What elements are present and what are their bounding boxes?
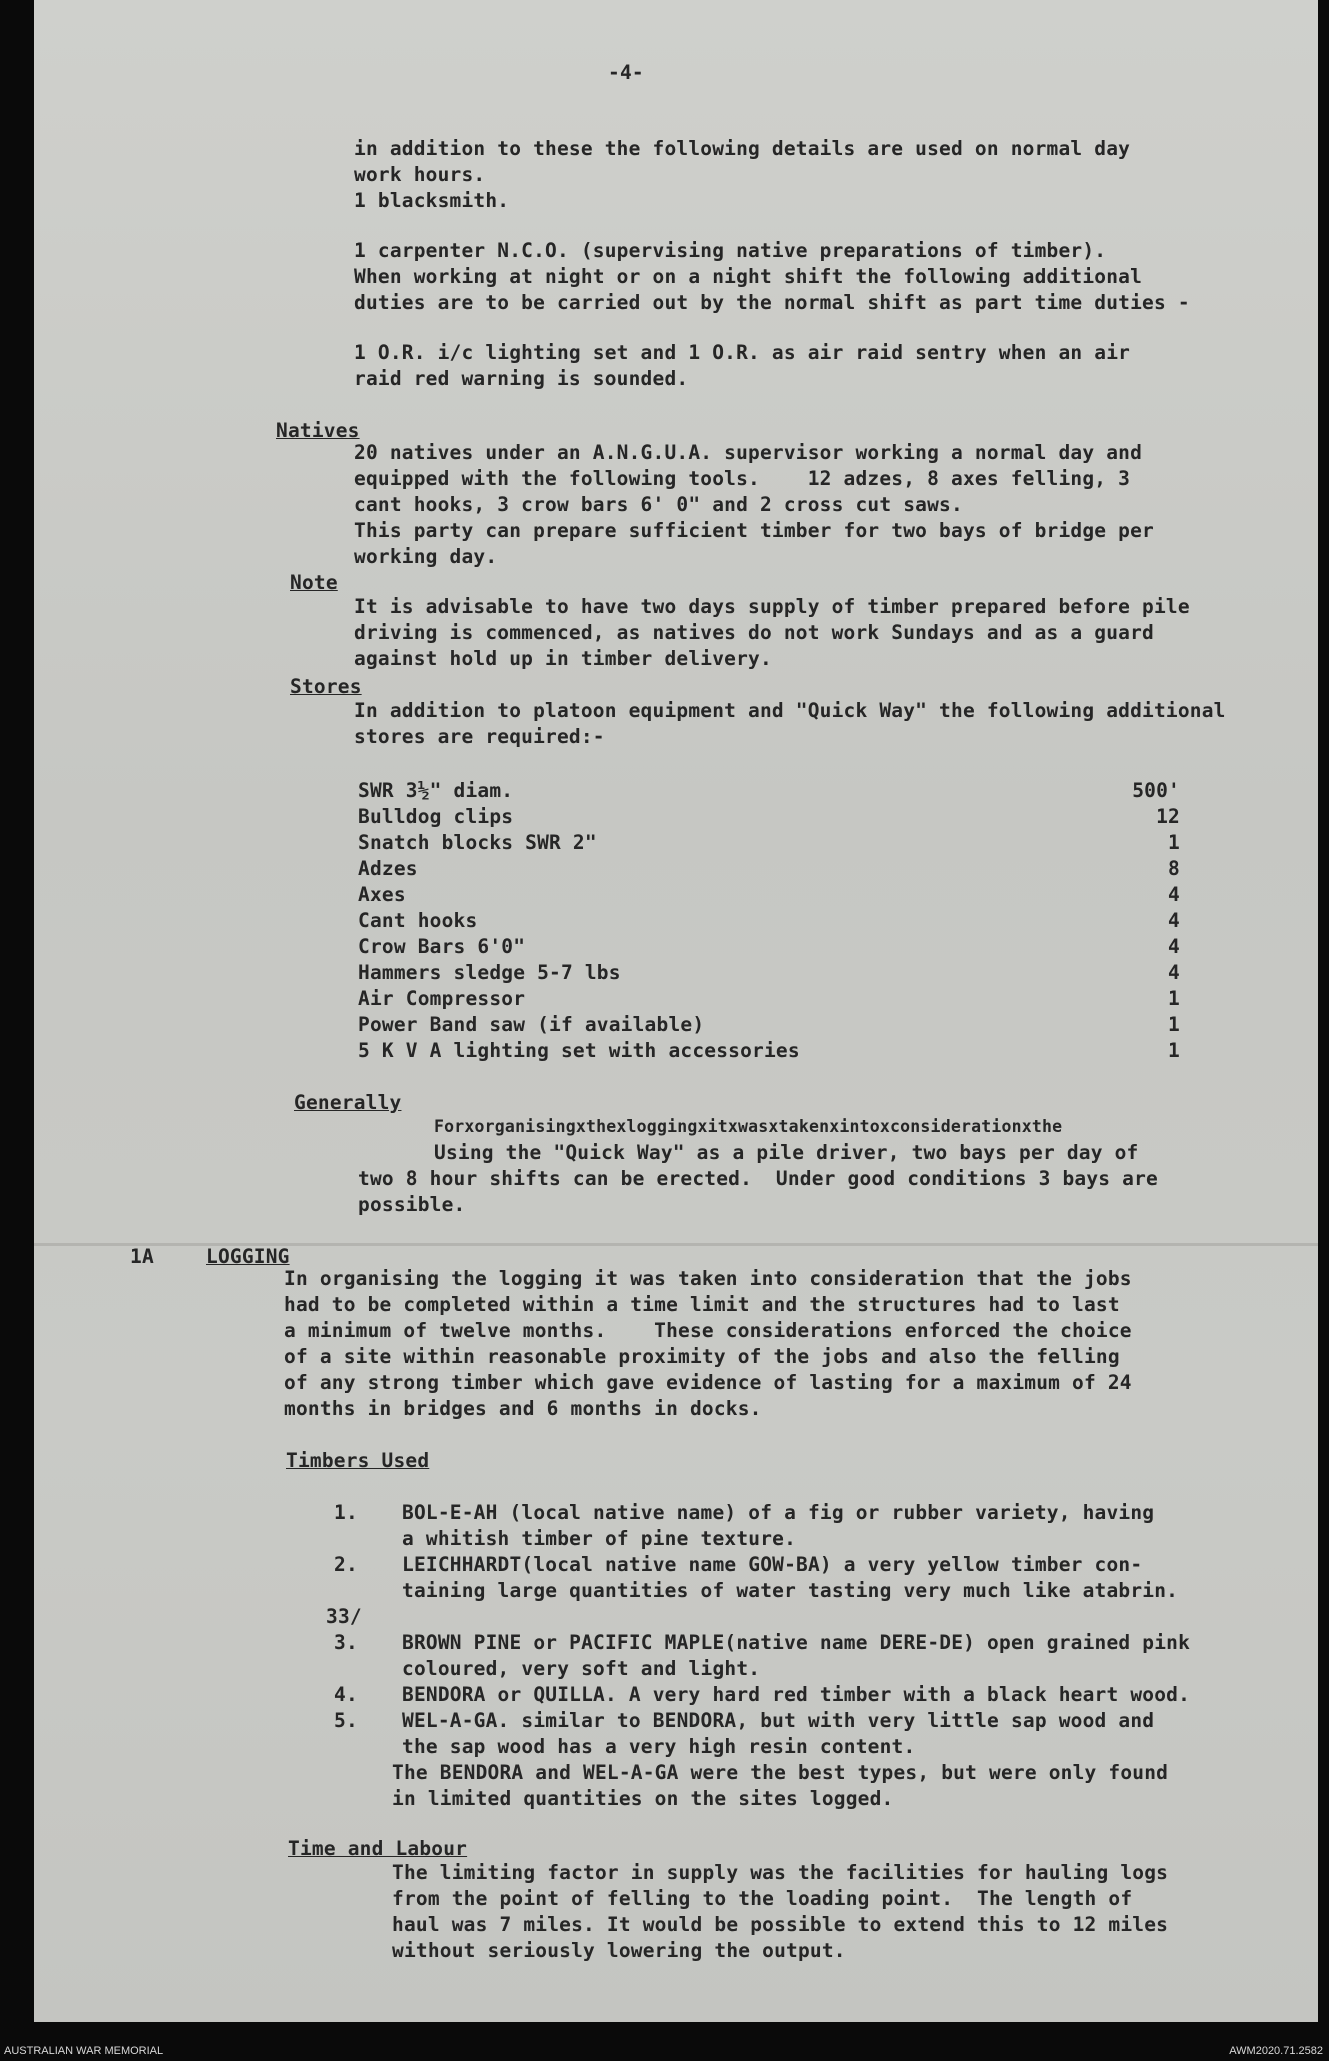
- intro-line: duties are to be carried out by the normal shift as part time duties -: [354, 291, 1190, 314]
- section-number: 1A: [130, 1245, 154, 1268]
- timber-line: BENDORA or QUILLA. A very hard red timber with a black heart wood.: [402, 1683, 1191, 1706]
- store-item-name: Bulldog clips: [358, 805, 514, 828]
- natives-line: This party can prepare sufficient timber for two bays of bridge per: [354, 519, 1154, 542]
- timber-line: LEICHHARDT(local native name GOW-BA) a very yellow timber con-: [402, 1553, 1143, 1576]
- archive-footer-left: AUSTRALIAN WAR MEMORIAL: [4, 2045, 164, 2057]
- intro-line: work hours.: [354, 163, 486, 186]
- logging-heading: LOGGING: [206, 1245, 290, 1268]
- timber-line: the sap wood has a very high resin content.: [402, 1735, 916, 1758]
- intro-line: in addition to these the following details are used on normal day: [354, 137, 1131, 160]
- logging-line: had to be completed within a time limit and the structures had to last: [284, 1293, 1120, 1316]
- timbers-heading: Timbers Used: [286, 1449, 430, 1472]
- store-item-qty: 1: [1168, 1039, 1180, 1062]
- note-line: against hold up in timber delivery.: [354, 647, 772, 670]
- timber-number: 3.: [334, 1631, 358, 1654]
- natives-line: equipped with the following tools. 12 adzes, 8 axes felling, 3: [354, 467, 1131, 490]
- timber-line: coloured, very soft and light.: [402, 1657, 761, 1680]
- timber-line: BROWN PINE or PACIFIC MAPLE(native name DERE-DE) open grained pink: [402, 1631, 1191, 1654]
- note-line: It is advisable to have two days supply of timber prepared before pile: [354, 595, 1190, 618]
- logging-line: In organising the logging it was taken into consideration that the jobs: [284, 1267, 1132, 1290]
- timber-number: 1.: [334, 1501, 358, 1524]
- natives-heading: Natives: [276, 419, 360, 442]
- stores-line: stores are required:-: [354, 725, 605, 748]
- store-item-name: Cant hooks: [358, 909, 478, 932]
- stores-line: In addition to platoon equipment and "Quick Way" the following additional: [354, 699, 1226, 722]
- intro-line: 1 blacksmith.: [354, 189, 510, 212]
- store-item-qty: 1: [1168, 1013, 1180, 1036]
- store-item-qty: 4: [1168, 935, 1180, 958]
- natives-line: working day.: [354, 545, 498, 568]
- logging-line: a minimum of twelve months. These considerations enforced the choice: [284, 1319, 1132, 1342]
- generally-heading: Generally: [294, 1091, 402, 1114]
- intro-line: When working at night or on a night shift the following additional: [354, 265, 1143, 288]
- page-number: -4-: [608, 61, 644, 84]
- store-item-name: Air Compressor: [358, 987, 526, 1010]
- logging-line: of any strong timber which gave evidence of lasting for a maximum of 24: [284, 1371, 1132, 1394]
- store-item-qty: 4: [1168, 961, 1180, 984]
- timber-number: 5.: [334, 1709, 358, 1732]
- time-labour-line: from the point of felling to the loading point. The length of: [392, 1887, 1133, 1910]
- time-labour-heading: Time and Labour: [288, 1837, 468, 1860]
- timber-line: a whitish timber of pine texture.: [402, 1527, 797, 1550]
- natives-line: 20 natives under an A.N.G.U.A. supervisor working a normal day and: [354, 441, 1143, 464]
- note-heading: Note: [290, 571, 338, 594]
- store-item-name: 5 K V A lighting set with accessories: [358, 1039, 800, 1062]
- store-item-name: Snatch blocks SWR 2": [358, 831, 597, 854]
- intro-line: 1 carpenter N.C.O. (supervising native preparations of timber).: [354, 239, 1107, 262]
- store-item-name: SWR 3½" diam.: [358, 779, 514, 802]
- store-item-name: Power Band saw (if available): [358, 1013, 705, 1036]
- stores-heading: Stores: [290, 675, 362, 698]
- store-item-qty: 4: [1168, 883, 1180, 906]
- store-item-qty: 500': [1132, 779, 1180, 802]
- archive-footer-right: AWM2020.71.2582: [1229, 2045, 1323, 2057]
- document-page: [34, 0, 1318, 2022]
- intro-line: raid red warning is sounded.: [354, 367, 689, 390]
- natives-line: cant hooks, 3 crow bars 6' 0" and 2 cross cut saws.: [354, 493, 963, 516]
- intro-line: 1 O.R. i/c lighting set and 1 O.R. as air raid sentry when an air: [354, 341, 1131, 364]
- store-item-qty: 8: [1168, 857, 1180, 880]
- note-line: driving is commenced, as natives do not work Sundays and as a guard: [354, 621, 1154, 644]
- timber-line: WEL-A-GA. similar to BENDORA, but with very little sap wood and: [402, 1709, 1155, 1732]
- store-item-qty: 12: [1156, 805, 1180, 828]
- store-item-qty: 1: [1168, 831, 1180, 854]
- timber-number: 2.: [334, 1553, 358, 1576]
- generally-line: two 8 hour shifts can be erected. Under good conditions 3 bays are: [358, 1167, 1158, 1190]
- timber-line: BOL-E-AH (local native name) of a fig or rubber variety, having: [402, 1501, 1155, 1524]
- store-item-name: Crow Bars 6'0": [358, 935, 526, 958]
- struck-typed-line: Forxorganisingxthexloggingxitxwasxtakenxintoxconsiderationxthe: [434, 1117, 1063, 1136]
- store-item-name: Adzes: [358, 857, 418, 880]
- store-item-name: Hammers sledge 5-7 lbs: [358, 961, 621, 984]
- timbers-closing-line: in limited quantities on the sites logged.: [392, 1787, 894, 1810]
- time-labour-line: The limiting factor in supply was the facilities for hauling logs: [392, 1861, 1169, 1884]
- logging-line: months in bridges and 6 months in docks.: [284, 1397, 762, 1420]
- time-labour-line: haul was 7 miles. It would be possible to extend this to 12 miles: [392, 1913, 1169, 1936]
- time-labour-line: without seriously lowering the output.: [392, 1939, 846, 1962]
- store-item-qty: 4: [1168, 909, 1180, 932]
- store-item-name: Axes: [358, 883, 406, 906]
- generally-line: possible.: [358, 1193, 466, 1216]
- store-item-qty: 1: [1168, 987, 1180, 1010]
- logging-line: of a site within reasonable proximity of the jobs and also the felling: [284, 1345, 1120, 1368]
- generally-line: Using the "Quick Way" as a pile driver, two bays per day of: [434, 1141, 1139, 1164]
- struck-number: 33/: [326, 1605, 362, 1628]
- timber-number: 4.: [334, 1683, 358, 1706]
- timber-line: taining large quantities of water tasting very much like atabrin.: [402, 1579, 1179, 1602]
- timbers-closing-line: The BENDORA and WEL-A-GA were the best types, but were only found: [392, 1761, 1169, 1784]
